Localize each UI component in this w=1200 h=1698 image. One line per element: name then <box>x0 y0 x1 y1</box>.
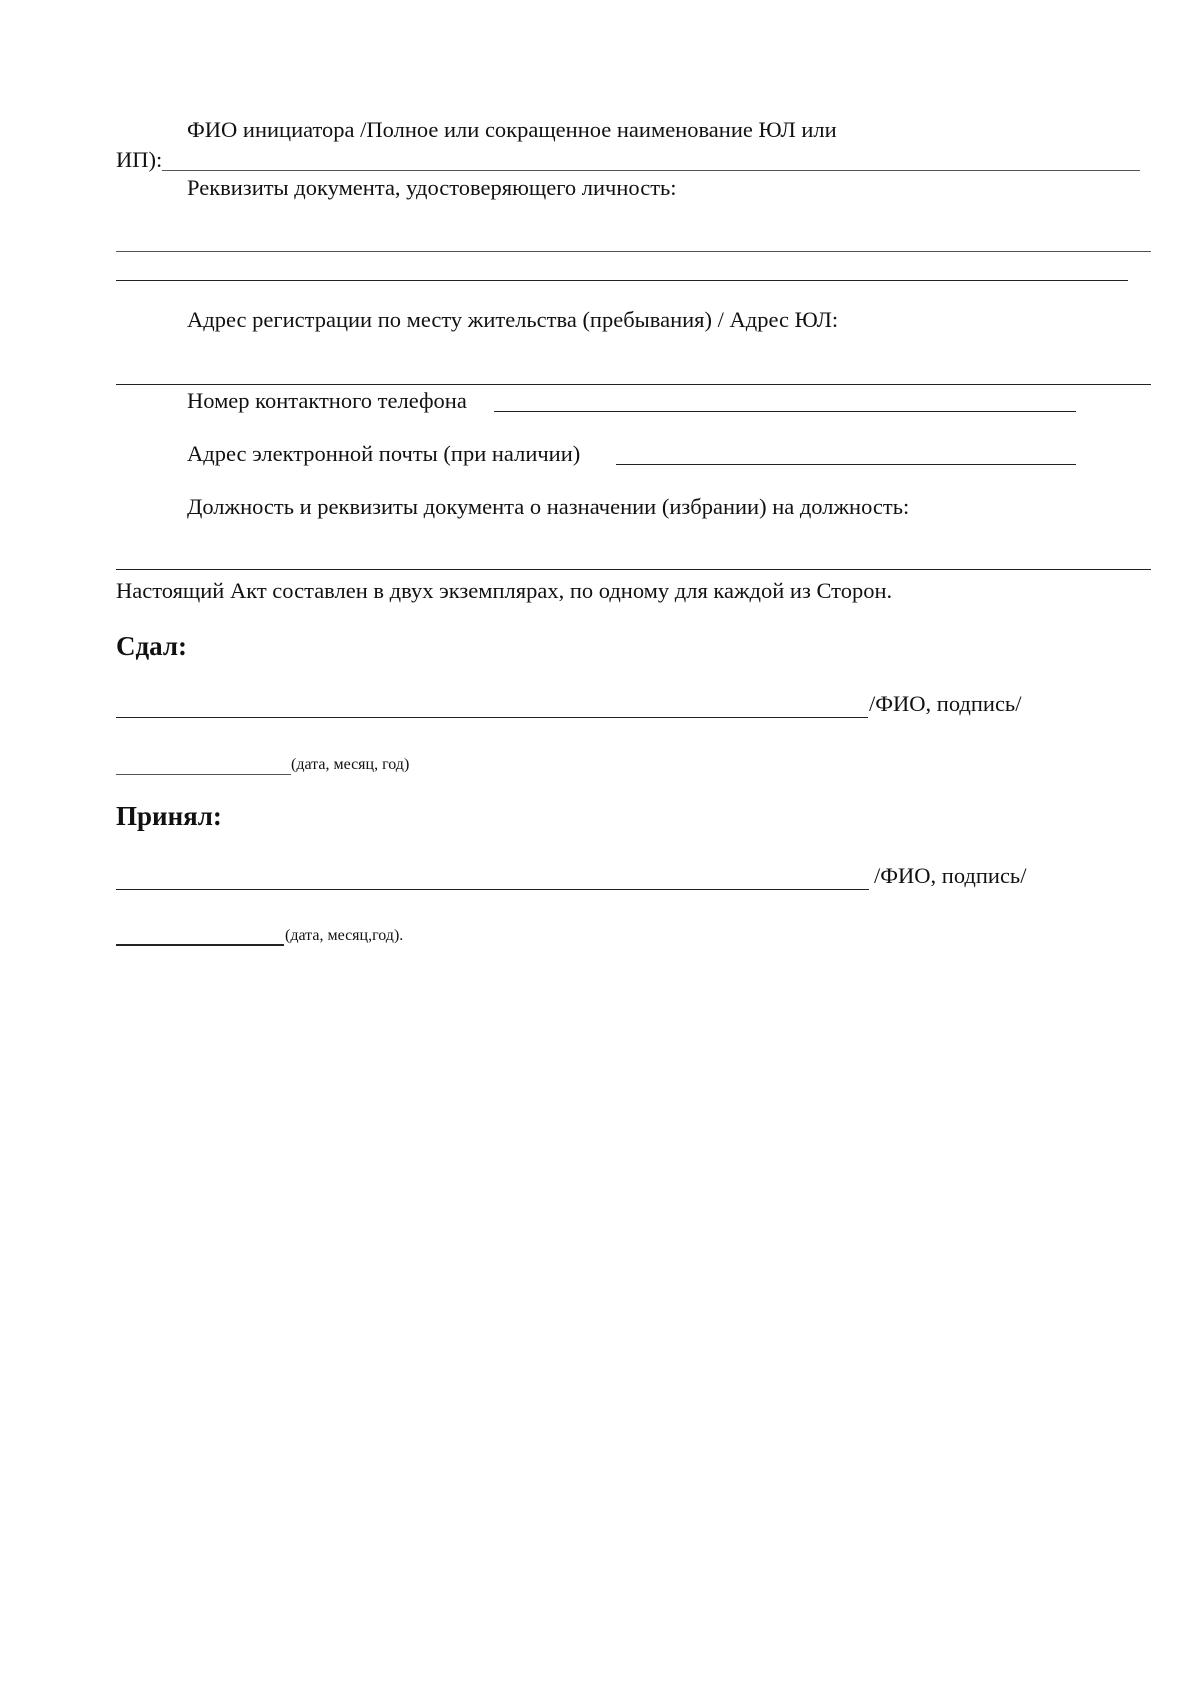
email-label: Адрес электронной почты (при наличии) <box>187 441 581 466</box>
accepted-date-field[interactable] <box>116 944 284 946</box>
id-document-field-line-2[interactable] <box>116 280 1128 281</box>
accepted-signature-caption: /ФИО, подпись/ <box>874 863 1027 888</box>
handed-over-signature-field[interactable] <box>116 717 868 718</box>
id-document-field-line-1[interactable] <box>116 251 1151 252</box>
initiator-name-label-cont: ИП): <box>116 147 163 172</box>
accepted-heading: Принял: <box>116 801 222 831</box>
initiator-name-label: ФИО инициатора /Полное или сокращенное наименование ЮЛ или <box>187 117 837 142</box>
position-field[interactable] <box>116 569 1151 570</box>
accepted-signature-field[interactable] <box>116 889 869 890</box>
handed-over-signature-caption: /ФИО, подпись/ <box>869 691 1022 716</box>
address-label: Адрес регистрации по месту жительства (пребывания) / Адрес ЮЛ: <box>187 307 839 332</box>
handed-over-heading: Сдал: <box>116 631 188 661</box>
position-label: Должность и реквизиты документа о назначении (избрании) на должность: <box>187 494 910 519</box>
accepted-date-caption: (дата, месяц,год). <box>285 927 404 944</box>
handed-over-date-field[interactable] <box>116 774 291 775</box>
id-document-label: Реквизиты документа, удостоверяющего личность: <box>187 175 677 200</box>
statement-text: Настоящий Акт составлен в двух экземплярах, по одному для каждой из Сторон. <box>116 578 893 603</box>
initiator-name-field[interactable] <box>162 170 1140 171</box>
email-field[interactable] <box>616 464 1076 465</box>
phone-field[interactable] <box>494 411 1076 412</box>
phone-label: Номер контактного телефона <box>187 388 467 413</box>
handed-over-date-caption: (дата, месяц, год) <box>291 756 410 773</box>
address-field[interactable] <box>116 384 1151 385</box>
